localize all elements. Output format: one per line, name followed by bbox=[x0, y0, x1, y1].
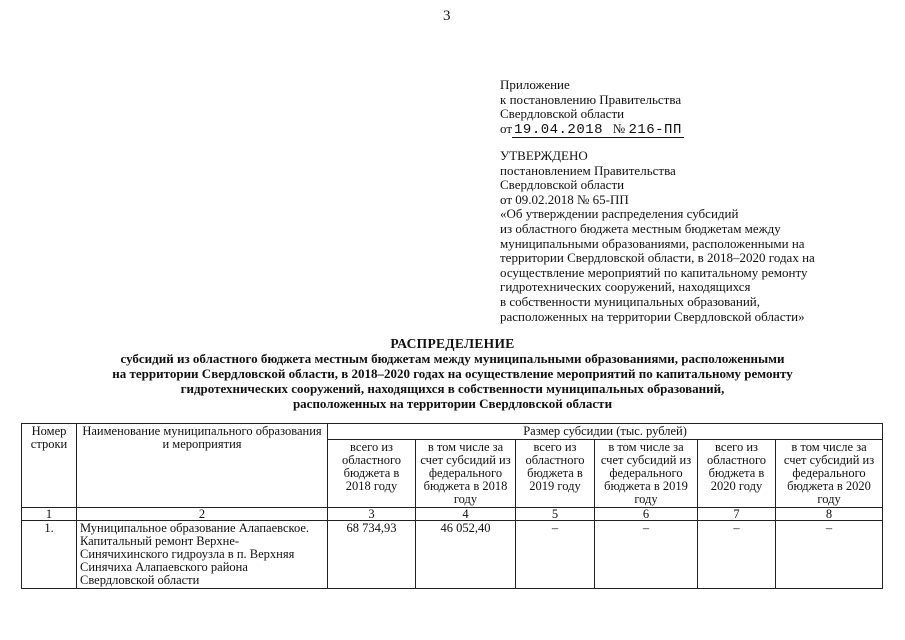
heading-line: гидротехнических сооружений, находящихся в собственности муниципальных образований, bbox=[180, 381, 725, 396]
approval-line: постановлением Правительства bbox=[500, 162, 676, 178]
header-federal-2018: в том числе за счет субсидий из федерального бюджета в 2018 году bbox=[416, 440, 516, 508]
row-value: – bbox=[516, 521, 595, 589]
table-header-row bbox=[22, 424, 883, 440]
index-cell: 7 bbox=[698, 508, 776, 521]
row-value: – bbox=[698, 521, 776, 589]
document-title: РАСПРЕДЕЛЕНИЕ bbox=[390, 336, 515, 351]
appendix-number-sign: № bbox=[612, 120, 626, 136]
row-number: 1. bbox=[22, 521, 77, 589]
appendix-date: 19.04.2018 bbox=[514, 121, 604, 138]
appendix-line: к постановлению Правительства bbox=[500, 91, 682, 107]
row-name: Муниципальное образование Алапаевское. Капитальный ремонт Верхне-Синячихинского гидроузла в п. Верхняя Синячиха Алапаевского района Свердловской области bbox=[77, 521, 328, 589]
approval-line: «Об утверждении распределения субсидий bbox=[500, 206, 739, 222]
index-cell: 5 bbox=[516, 508, 595, 521]
appendix-date-line bbox=[500, 122, 684, 139]
index-cell: 6 bbox=[595, 508, 698, 521]
appendix-block bbox=[500, 78, 684, 138]
approval-line: из областного бюджета местным бюджетам между bbox=[500, 220, 781, 236]
header-total-2018: всего из областного бюджета в 2018 году bbox=[328, 440, 416, 508]
heading-line: расположенных на территории Свердловской области bbox=[292, 396, 613, 411]
approval-line: в собственности муниципальных образований, bbox=[500, 293, 761, 309]
row-value: – bbox=[595, 521, 698, 589]
header-federal-2019: в том числе за счет субсидий из федерального бюджета в 2019 году bbox=[595, 440, 698, 508]
header-subsidy-group: Размер субсидии (тыс. рублей) bbox=[328, 424, 883, 440]
index-cell: 2 bbox=[77, 508, 328, 521]
index-cell: 4 bbox=[416, 508, 516, 521]
header-total-2020: всего из областного бюджета в 2020 году bbox=[698, 440, 776, 508]
index-cell: 8 bbox=[776, 508, 883, 521]
approval-line: УТВЕРЖДЕНО bbox=[500, 148, 588, 163]
approval-line: муниципальными образованиями, расположенными на bbox=[500, 235, 805, 251]
table-index-row bbox=[22, 508, 883, 521]
appendix-number: 216-ПП bbox=[628, 121, 682, 138]
appendix-line: Свердловской области bbox=[500, 106, 625, 121]
approval-line: осуществление мероприятий по капитальному ремонту bbox=[500, 264, 808, 280]
header-total-2019: всего из областного бюджета в 2019 году bbox=[516, 440, 595, 508]
index-cell: 3 bbox=[328, 508, 416, 521]
approval-line: расположенных на территории Свердловской области» bbox=[500, 308, 805, 324]
document-heading bbox=[0, 336, 905, 411]
row-value: – bbox=[776, 521, 883, 589]
row-value: 46 052,40 bbox=[416, 521, 516, 589]
header-name: Наименование муниципального образования и мероприятия bbox=[77, 424, 328, 508]
approval-line: территории Свердловской области, в 2018–2020 годах на bbox=[500, 250, 815, 266]
appendix-from-prefix: от bbox=[500, 120, 513, 136]
header-federal-2020: в том числе за счет субсидий из федерального бюджета в 2020 году bbox=[776, 440, 883, 508]
subsidy-table bbox=[21, 423, 883, 589]
heading-line: на территории Свердловской области, в 2018–2020 годах на осуществление мероприятий по капитальному ремонту bbox=[112, 366, 793, 381]
heading-line: субсидий из областного бюджета местным бюджетам между муниципальными образованиями, расположенными bbox=[120, 351, 785, 366]
row-value: 68 734,93 bbox=[328, 521, 416, 589]
header-row-number: Номер строки bbox=[22, 424, 77, 508]
table-row bbox=[22, 521, 883, 589]
approval-line: Свердловской области bbox=[500, 177, 625, 193]
approval-block bbox=[500, 149, 815, 324]
appendix-line: Приложение bbox=[500, 77, 570, 92]
approval-line: от 09.02.2018 № 65-ПП bbox=[500, 191, 629, 207]
approval-line: гидротехнических сооружений, находящихся bbox=[500, 279, 751, 295]
index-cell: 1 bbox=[22, 508, 77, 521]
page-number: 3 bbox=[443, 8, 451, 24]
